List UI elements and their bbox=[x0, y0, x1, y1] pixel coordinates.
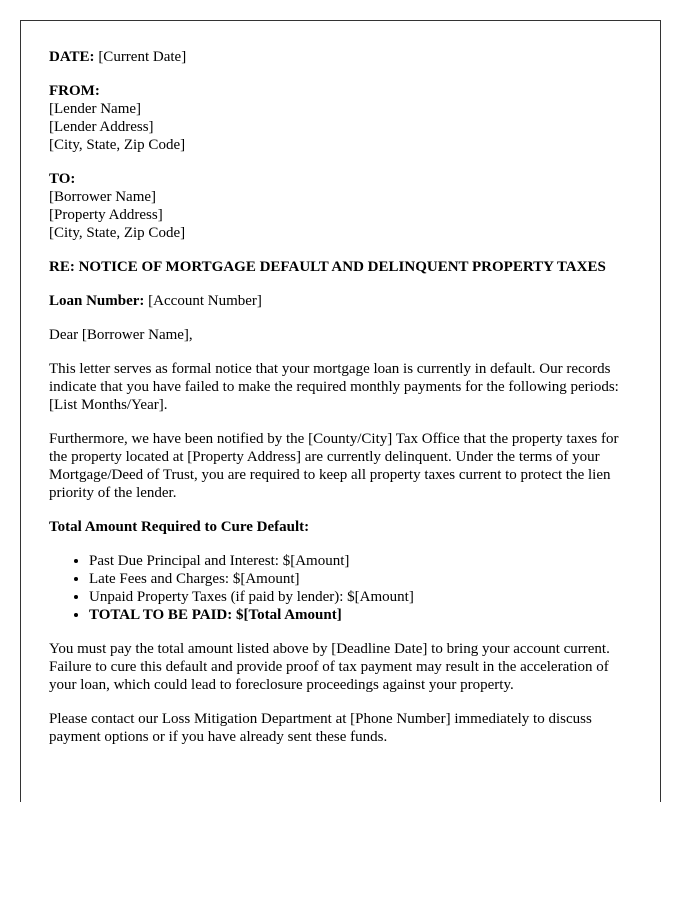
cure-item: • Unpaid Property Taxes (if paid by lender): $[Amount] bbox=[89, 588, 632, 606]
to-block bbox=[49, 170, 632, 242]
body-paragraph: This letter serves as formal notice that your mortgage loan is currently in default. Our records indicate that you have failed to make the required monthly payments for the following periods: [List Months/Year]. bbox=[49, 361, 619, 413]
property-address: [Property Address] bbox=[49, 207, 163, 223]
borrower-name: [Borrower Name] bbox=[49, 189, 157, 205]
subject-text: RE: NOTICE OF MORTGAGE DEFAULT AND DELINQUENT PROPERTY TAXES bbox=[49, 259, 606, 275]
closing-paragraph: You must pay the total amount listed above by [Deadline Date] to bring your account current. Failure to cure this default and provide proof of tax payment may result in the acceleration of your loan, which could lead to foreclosure proceedings against your property. bbox=[49, 641, 610, 693]
loan-number-line bbox=[49, 292, 632, 310]
cure-total-text: TOTAL TO BE PAID: $[Total Amount] bbox=[89, 607, 342, 623]
lender-name: [Lender Name] bbox=[49, 101, 142, 117]
date-line bbox=[49, 48, 632, 66]
date-value: [Current Date] bbox=[98, 49, 187, 65]
from-label: FROM: bbox=[49, 83, 100, 99]
to-label: TO: bbox=[49, 171, 76, 187]
cure-heading bbox=[49, 518, 632, 536]
cure-total bbox=[89, 606, 632, 624]
date-label: DATE: bbox=[49, 49, 95, 65]
borrower-city: [City, State, Zip Code] bbox=[49, 225, 186, 241]
cure-item: • Late Fees and Charges: $[Amount] bbox=[89, 570, 632, 588]
loan-label: Loan Number: bbox=[49, 293, 145, 309]
letter-page bbox=[20, 20, 661, 802]
cure-list bbox=[49, 552, 632, 624]
lender-address: [Lender Address] bbox=[49, 119, 154, 135]
cure-item: • Past Due Principal and Interest: $[Amount] bbox=[89, 552, 632, 570]
subject-line bbox=[49, 258, 632, 276]
lender-city: [City, State, Zip Code] bbox=[49, 137, 186, 153]
from-block bbox=[49, 82, 632, 154]
loan-value: [Account Number] bbox=[148, 293, 262, 309]
salutation: Dear [Borrower Name], bbox=[49, 327, 193, 343]
closing-paragraph: Please contact our Loss Mitigation Department at [Phone Number] immediately to discuss payment options or if you have already sent these funds. bbox=[49, 711, 592, 745]
body-paragraph: Furthermore, we have been notified by the [County/City] Tax Office that the property taxes for the property located at [Property Address] are currently delinquent. Under the terms of your Mortgage/Deed of Trust, you are required to keep all property taxes current to protect the lien priority of the lender. bbox=[49, 431, 619, 501]
cure-heading-text: Total Amount Required to Cure Default: bbox=[49, 519, 310, 535]
